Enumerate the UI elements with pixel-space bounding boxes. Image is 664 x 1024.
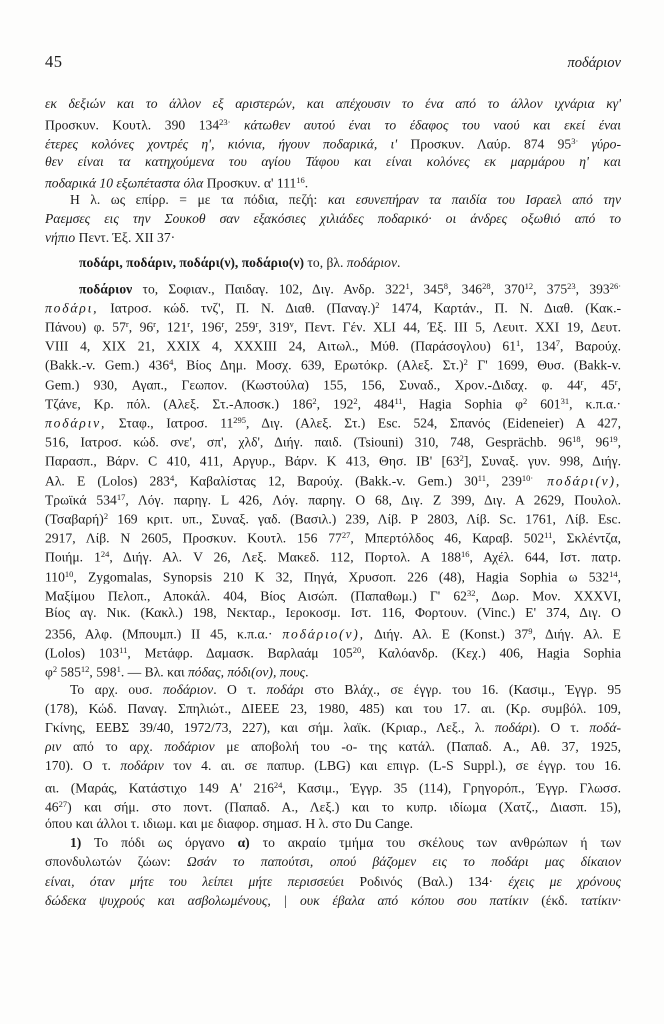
text-line bbox=[45, 171, 621, 190]
superscript-reference: 4 bbox=[169, 357, 174, 368]
text-segment: ποδάριον bbox=[79, 281, 133, 296]
text-segment: , Σκλέντζα, bbox=[552, 530, 621, 546]
text-line bbox=[45, 488, 621, 507]
page-number: 45 bbox=[45, 52, 63, 71]
text-segment: . Ο τ. bbox=[213, 681, 267, 697]
text-segment: . — Βλ. και bbox=[120, 664, 188, 680]
text-segment: 1474, Καρτάν., Π. Ν. Διαθ. (Κακ.- bbox=[379, 300, 621, 316]
text-segment: Γ' 1699, Θυσ. (Bakk-v. bbox=[467, 357, 621, 373]
superscript-reference: 2 bbox=[375, 299, 380, 310]
text-segment: . bbox=[304, 175, 309, 190]
text-line bbox=[45, 277, 621, 296]
adverbial-use-paragraph bbox=[45, 190, 621, 248]
text-segment: ποδάριν bbox=[120, 758, 164, 774]
text-line bbox=[45, 545, 621, 564]
text-segment: , Hagia Sophia φ bbox=[402, 396, 523, 411]
superscript-reference: r bbox=[614, 376, 618, 387]
superscript-reference: 2 bbox=[463, 357, 468, 368]
text-segment: α) bbox=[237, 835, 250, 851]
superscript-reference: 14 bbox=[609, 568, 618, 579]
text-segment: δώδεκα ψυχρούς και ασβολωμένους, | ουκ έβαλα από κόπου σου πατίκιν bbox=[45, 892, 529, 908]
text-segment: ], Συναξ. γυν. 998, Διήγ. bbox=[463, 453, 621, 469]
text-segment: 2917, Λίβ. Ν 2605, Προσκυν. Κουτλ. 156 77 bbox=[45, 530, 342, 546]
entry-continuation-paragraph bbox=[45, 94, 621, 190]
text-segment: είναι, όταν μήτε του λείπει μήτε περισσεύει bbox=[45, 873, 345, 889]
text-line bbox=[45, 814, 621, 833]
text-segment: ποδά- bbox=[589, 720, 621, 735]
text-segment: , Λόγ. παρηγ. L 426, Λόγ. παρηγ. Ο 68, Διγ. Ζ 399, Διγ. Α 2629, Πουλολ. bbox=[125, 492, 621, 507]
text-segment: ριν bbox=[45, 739, 62, 755]
superscript-reference: 19 bbox=[609, 434, 618, 445]
text-segment: από το αρχ. bbox=[61, 739, 165, 755]
page-header bbox=[45, 52, 621, 72]
text-segment: VIII 4, XIX 21, XXIX 4, XXXIII 24, Αιτωλ., Μύθ. (Παράσογλου) 61 bbox=[45, 338, 517, 354]
superscript-reference: r bbox=[187, 319, 191, 330]
text-segment: ποδάρι, ποδάριν, ποδάρι(ν), ποδάριο(ν) bbox=[79, 254, 305, 270]
text-segment: , bbox=[617, 569, 621, 584]
superscript-reference: 23 bbox=[567, 280, 576, 291]
superscript-reference: 3· bbox=[571, 136, 579, 147]
text-segment: , Καλόανδρ. (Κεχ.) 406, Hagia Sophia bbox=[361, 645, 621, 661]
text-segment: , 96 bbox=[128, 319, 154, 335]
headword-cross-reference bbox=[45, 253, 621, 272]
text-line bbox=[45, 152, 621, 171]
superscript-reference: 31 bbox=[560, 395, 570, 406]
superscript-reference: 12 bbox=[80, 664, 90, 675]
superscript-reference: 28 bbox=[482, 280, 491, 291]
superscript-reference: r bbox=[221, 319, 225, 330]
text-segment: (Τσαβαρή) bbox=[45, 511, 104, 527]
text-segment: τατίκιν· bbox=[580, 892, 621, 908]
text-line bbox=[45, 334, 621, 353]
text-line bbox=[45, 756, 621, 775]
text-segment: 516, Ιατροσ. κώδ. σνε', σπ', χλδ', Διήγ. παιδ. (Tsiouni) 310, 748, Gesprächb. 96 bbox=[45, 434, 573, 450]
text-segment: όπου και άλλοι τ. ιδιωμ. και με διαφορ. σημασ. Η λ. στο Du Cange. bbox=[45, 815, 414, 831]
text-segment: , 96 bbox=[580, 434, 610, 450]
text-segment: . bbox=[397, 254, 401, 270]
text-segment: πόδας, πόδι(ον), πους bbox=[188, 664, 306, 680]
text-segment: (Bakk.-v. Gem.) 436 bbox=[45, 357, 170, 373]
text-segment: στο Βλάχ., σε έγγρ. του 16. (Κασιμ., Έγγρ. 95 bbox=[303, 681, 621, 697]
running-header: ποδάριον bbox=[567, 55, 621, 71]
text-segment: ποδάριο(ν), bbox=[282, 626, 365, 642]
sense-1a-paragraph bbox=[45, 833, 621, 910]
superscript-reference: 26· bbox=[609, 280, 621, 291]
text-segment: κάτωθεν αυτού έναι το έδαφος του ναού και εκεί έναι bbox=[230, 117, 621, 133]
text-segment: , 345 bbox=[409, 281, 444, 296]
text-segment: ). Ο τ. bbox=[532, 720, 590, 735]
text-segment: , κ.π.α.· bbox=[569, 396, 621, 411]
superscript-reference: 10 bbox=[64, 568, 74, 579]
text-line bbox=[45, 209, 621, 228]
superscript-reference: r bbox=[255, 319, 259, 330]
text-segment: Ροδινός (Βαλ.) 134· bbox=[344, 873, 509, 889]
text-segment: Τζάνε, Κρ. πόλ. (Αλεξ. Στ.-Αποσκ.) 186 bbox=[45, 396, 313, 411]
text-segment: Τρωϊκά 534 bbox=[45, 492, 117, 507]
superscript-reference: 12 bbox=[524, 280, 534, 291]
text-segment: , 346 bbox=[448, 281, 483, 296]
text-segment: ποδάριον bbox=[163, 681, 214, 697]
text-segment: , Μετάφρ. Δαμασκ. Βαρλαάμ 105 bbox=[127, 645, 353, 661]
text-line bbox=[45, 795, 621, 814]
text-segment: Γκίνης, ΕΕΒΣ 39/40, 1972/73, 227), και σήμ. λαϊκ. (Κριαρ., Λεξ., λ. bbox=[45, 720, 495, 735]
text-line bbox=[45, 253, 621, 272]
text-line bbox=[45, 833, 621, 852]
text-segment: το, βλ. bbox=[304, 254, 347, 270]
superscript-reference: 11 bbox=[477, 472, 486, 483]
text-segment: (178), Κώδ. Παναγ. Σπηλιώτ., ΔΙΕΕΕ 23, 1980, 485) και του 17. αι. (Κρ. συμβόλ. 109, bbox=[45, 700, 621, 716]
text-segment: , Μπερτόλδος 46, Καραβ. 502 bbox=[350, 530, 545, 546]
text-segment: , 370 bbox=[490, 281, 525, 296]
text-line bbox=[45, 132, 621, 151]
text-line bbox=[45, 718, 621, 737]
text-segment: , 375 bbox=[533, 281, 568, 296]
text-line bbox=[45, 392, 621, 411]
text-segment: Το πόδι ως όργανο bbox=[81, 835, 238, 851]
text-segment: ) και σήμ. στο ποντ. (Παπαδ. Α., Λεξ.) και το κυπρ. ιδίωμα (Χατζ., Διασπ. 15), bbox=[67, 799, 621, 814]
superscript-reference: 2 bbox=[353, 395, 358, 406]
text-segment: , Διγ. (Αλεξ. Στ.) Esc. 524, Σπανός (Eideneier) Α 427, bbox=[246, 415, 621, 431]
text-segment: , 319 bbox=[258, 319, 290, 335]
text-segment: , 196 bbox=[190, 319, 222, 335]
text-segment: Ποιήμ. 1 bbox=[45, 549, 101, 565]
text-segment: φ bbox=[45, 664, 53, 680]
superscript-reference: 27 bbox=[341, 530, 351, 541]
text-segment: ποδάριν, bbox=[45, 415, 107, 431]
etymology-paragraph bbox=[45, 680, 621, 834]
superscript-reference: 2 bbox=[312, 395, 317, 406]
text-segment: Προσκυν. α' 111 bbox=[206, 175, 297, 190]
text-segment: (έκδ. bbox=[528, 892, 581, 908]
text-segment: , bbox=[617, 434, 621, 450]
superscript-reference: 2 bbox=[52, 664, 58, 675]
text-line bbox=[45, 641, 621, 660]
text-segment: Σταφ., Ιατροσ. 11 bbox=[106, 415, 234, 431]
text-line bbox=[45, 852, 621, 871]
text-line bbox=[45, 190, 621, 209]
text-line bbox=[45, 891, 621, 910]
superscript-reference: 23· bbox=[219, 117, 231, 128]
text-segment: το ακραίο τμήμα του σκέλους των ανθρώπων ή των bbox=[249, 835, 621, 851]
main-entry-paragraph bbox=[45, 277, 621, 680]
text-segment: , 134 bbox=[520, 338, 556, 354]
text-segment: 1) bbox=[70, 835, 82, 851]
text-segment: , Πεντ. Γέν. XLI 44, Έξ. III 5, Λευιτ. XXI 19, Δευτ. bbox=[293, 319, 621, 335]
superscript-reference: 32 bbox=[466, 587, 476, 598]
text-line bbox=[45, 565, 621, 584]
text-segment: , Διήγ. Αλ. Ε bbox=[532, 626, 621, 642]
text-segment: , 45 bbox=[583, 377, 615, 392]
text-segment: Μαξίμου Πελοπ., Αποκάλ. 404, Βίος Αισώπ. (Παπαθωμ.) Γ' 62 bbox=[45, 588, 467, 603]
text-segment: , 192 bbox=[316, 396, 354, 411]
text-segment: έχεις με χρόνους bbox=[508, 873, 621, 889]
text-segment: Ιατροσ. κώδ. τνζ', Π. Ν. Διαθ. (Παναγ.) bbox=[98, 300, 376, 316]
superscript-reference: 7 bbox=[555, 338, 560, 349]
text-segment: , Βαρούχ. bbox=[560, 338, 621, 354]
text-segment: , Zygomalas, Synopsis 210 K 32, Πηγά, Χρυσοπ. 226 (48), Hagia Sophia ω 532 bbox=[73, 569, 610, 584]
text-segment: , Καβαλίστας 12, Βαρούχ. (Bakk.-v. Gem.) 30 bbox=[174, 473, 478, 488]
text-line bbox=[45, 296, 621, 315]
superscript-reference: 2 bbox=[103, 510, 109, 521]
superscript-reference: 1 bbox=[116, 664, 121, 675]
text-segment: , Δωρ. Μον. XXXVI, bbox=[475, 588, 621, 603]
text-segment: με αποβολή του -ο- της κατάλ. (Παπαδ. Α., Αθ. 37, 1925, bbox=[214, 739, 621, 755]
text-line bbox=[45, 113, 621, 132]
superscript-reference: 11 bbox=[544, 530, 553, 541]
superscript-reference: 11 bbox=[394, 395, 403, 406]
superscript-reference: 1 bbox=[405, 280, 410, 291]
text-line bbox=[45, 699, 621, 718]
text-segment: Αλ. Ε (Lolos) 283 bbox=[45, 473, 170, 488]
superscript-reference: 8 bbox=[443, 280, 449, 291]
superscript-reference: 9 bbox=[528, 626, 533, 637]
text-segment: 169 κριτ. υπ., Συναξ. γαδ. (Βασιλ.) 239, Λίβ. Ρ 2803, Λίβ. Sc. 1761, Λίβ. Esc. bbox=[108, 511, 621, 527]
text-segment: 601 bbox=[527, 396, 561, 411]
text-segment: Παρασπ., Βάρν. C 410, 411, Αργυρ., Βάρν. Κ 413, Θησ. ΙΒ' [63 bbox=[45, 453, 460, 469]
text-segment: Διήγ. Αλ. Ε (Konst.) 37 bbox=[364, 626, 529, 642]
text-line bbox=[45, 776, 621, 795]
text-segment: , 598 bbox=[89, 664, 117, 680]
text-segment: Προσκυν. Λαύρ. 874 95 bbox=[410, 136, 572, 152]
superscript-reference: 1 bbox=[516, 338, 521, 349]
superscript-reference: 20 bbox=[352, 645, 362, 656]
text-segment: . bbox=[305, 664, 309, 680]
text-segment: 585 bbox=[57, 664, 81, 680]
superscript-reference: 18 bbox=[572, 434, 581, 445]
text-segment: ποδαρικά 10 εξωπέταστα όλα bbox=[45, 175, 207, 190]
superscript-reference: v bbox=[289, 319, 294, 330]
superscript-reference: 2 bbox=[459, 453, 464, 464]
superscript-reference: 4 bbox=[169, 472, 175, 483]
text-segment: Προσκυν. Κουτλ. 390 134 bbox=[45, 117, 220, 133]
text-line bbox=[45, 660, 621, 679]
text-segment: Ωσάν το παπούτσι, οπού βάζομεν εις το ποδάρι μας δίκαιον bbox=[186, 854, 621, 870]
text-line bbox=[45, 315, 621, 334]
text-segment: Gem.) 930, Αγαπ., Γεωπον. (Κωστούλα) 155, 156, Συναδ., Χρον.-Διδαχ. φ. 44 bbox=[45, 377, 581, 392]
text-segment: ποδάρι(ν), bbox=[533, 473, 621, 488]
superscript-reference: 295 bbox=[233, 415, 247, 425]
entry-text bbox=[45, 94, 621, 910]
text-segment: 46 bbox=[45, 799, 59, 814]
text-segment: 110 bbox=[45, 569, 65, 584]
text-segment: το, Σοφιαν., Παιδαγ. 102, Διγ. Ανδρ. 322 bbox=[132, 281, 406, 296]
text-line bbox=[45, 872, 621, 891]
text-segment: αι. (Μαράς, Κατάστιχο 149 Α' 216 bbox=[45, 780, 274, 795]
text-segment: Το αρχ. ουσ. bbox=[70, 681, 163, 697]
text-segment: Η λ. ως επίρρ. = με τα πόδια, πεζή: bbox=[70, 191, 328, 207]
text-segment: , 239 bbox=[485, 473, 522, 488]
text-line bbox=[45, 737, 621, 756]
text-segment: 170). Ο τ. bbox=[45, 758, 121, 774]
text-line bbox=[45, 469, 621, 488]
text-segment: Πεντ. Έξ. XII 37· bbox=[78, 230, 176, 246]
text-segment: τον 4. αι. σε παπυρ. (LBG) και επιγρ. (L-S Suppl.), σε έγγρ. του 16. bbox=[163, 758, 621, 774]
text-segment: και εσυνεπήραν τα παιδία του Ισραελ από την bbox=[327, 191, 621, 207]
superscript-reference: 27 bbox=[58, 798, 68, 809]
text-line bbox=[45, 430, 621, 449]
text-segment: ποδάρι bbox=[266, 681, 304, 697]
text-segment: ποδάρι, bbox=[45, 300, 99, 316]
text-segment: εκ δεξιών και το άλλον εξ αριστερών, και απέχουσιν το ένα από το άλλον ιχνάρια κγ' bbox=[45, 96, 621, 111]
superscript-reference: 16 bbox=[296, 174, 305, 185]
text-line bbox=[45, 449, 621, 468]
text-segment: ποδάρι bbox=[494, 720, 533, 735]
superscript-reference: 2 bbox=[522, 395, 528, 406]
text-segment: , bbox=[617, 377, 621, 392]
superscript-reference: r bbox=[125, 319, 129, 330]
text-segment: , 484 bbox=[357, 396, 395, 411]
text-line bbox=[45, 353, 621, 372]
text-line bbox=[45, 373, 621, 392]
text-segment: έτερες κολόνες χοντρές η', κιόνια, ήγουν ποδαρικά, ι' bbox=[45, 136, 411, 152]
superscript-reference: 11 bbox=[119, 645, 128, 656]
text-line bbox=[45, 584, 621, 603]
text-segment: θεν είναι τα κατηχούμενα του αγίου Τάφου και είναι κολόνες εκ μαρμάρου η' και bbox=[45, 153, 621, 169]
text-line bbox=[45, 94, 621, 113]
text-segment: , 259 bbox=[224, 319, 256, 335]
text-segment: ποδάριον bbox=[164, 739, 215, 755]
superscript-reference: 10· bbox=[521, 472, 534, 483]
text-segment: Ραεμσες εις την Σουκοθ σαν εξακόσιες χιλιάδες ποδαρικό· οι άνδρες οξωθιό από το bbox=[45, 211, 621, 227]
superscript-reference: 16 bbox=[461, 549, 470, 560]
text-segment: γύρο- bbox=[578, 136, 621, 152]
text-segment: ποδάριον bbox=[346, 254, 397, 270]
text-segment: Πάνου) φ. 57 bbox=[45, 319, 126, 335]
text-line bbox=[45, 507, 621, 526]
text-segment: 2356, Αλφ. (Μπουμπ.) ΙΙ 45, κ.π.α.· bbox=[45, 626, 283, 642]
superscript-reference: 17 bbox=[116, 491, 126, 502]
text-line bbox=[45, 680, 621, 699]
text-segment: (Lolos) 103 bbox=[45, 645, 120, 661]
text-segment: , 121 bbox=[156, 319, 188, 335]
text-line bbox=[45, 526, 621, 545]
text-line bbox=[45, 228, 621, 247]
text-segment: , 393 bbox=[575, 281, 610, 296]
text-line bbox=[45, 603, 621, 622]
text-segment: , Κασιμ., Έγγρ. 35 (114), Γρηγορόπ., Έγγρ. Γλωσσ. bbox=[282, 780, 621, 795]
text-segment: Βίος αγ. Νικ. (Κακλ.) 198, Νεκταρ., Ιεροκοσμ. Ιστ. 116, Φορτουν. (Vinc.) Ε' 374, Διγ. Ο bbox=[45, 604, 621, 620]
text-segment: , Αχέλ. 644, Ιστ. πατρ. bbox=[469, 549, 621, 565]
text-segment: νήπιο bbox=[45, 230, 79, 246]
text-line bbox=[45, 411, 621, 430]
superscript-reference: r bbox=[580, 376, 584, 387]
superscript-reference: r bbox=[153, 319, 157, 330]
text-line bbox=[45, 622, 621, 641]
superscript-reference: 24 bbox=[100, 549, 110, 560]
text-segment: , Βίος Δημ. Μοσχ. 639, Ερωτόκρ. (Αλεξ. Στ.) bbox=[173, 357, 464, 373]
text-segment: σπονδυλωτών ζώων: bbox=[45, 854, 187, 870]
text-segment: , Διήγ. Αλ. V 26, Λεξ. Μακεδ. 112, Πορτολ. Α 188 bbox=[109, 549, 462, 565]
superscript-reference: 24 bbox=[273, 779, 283, 790]
